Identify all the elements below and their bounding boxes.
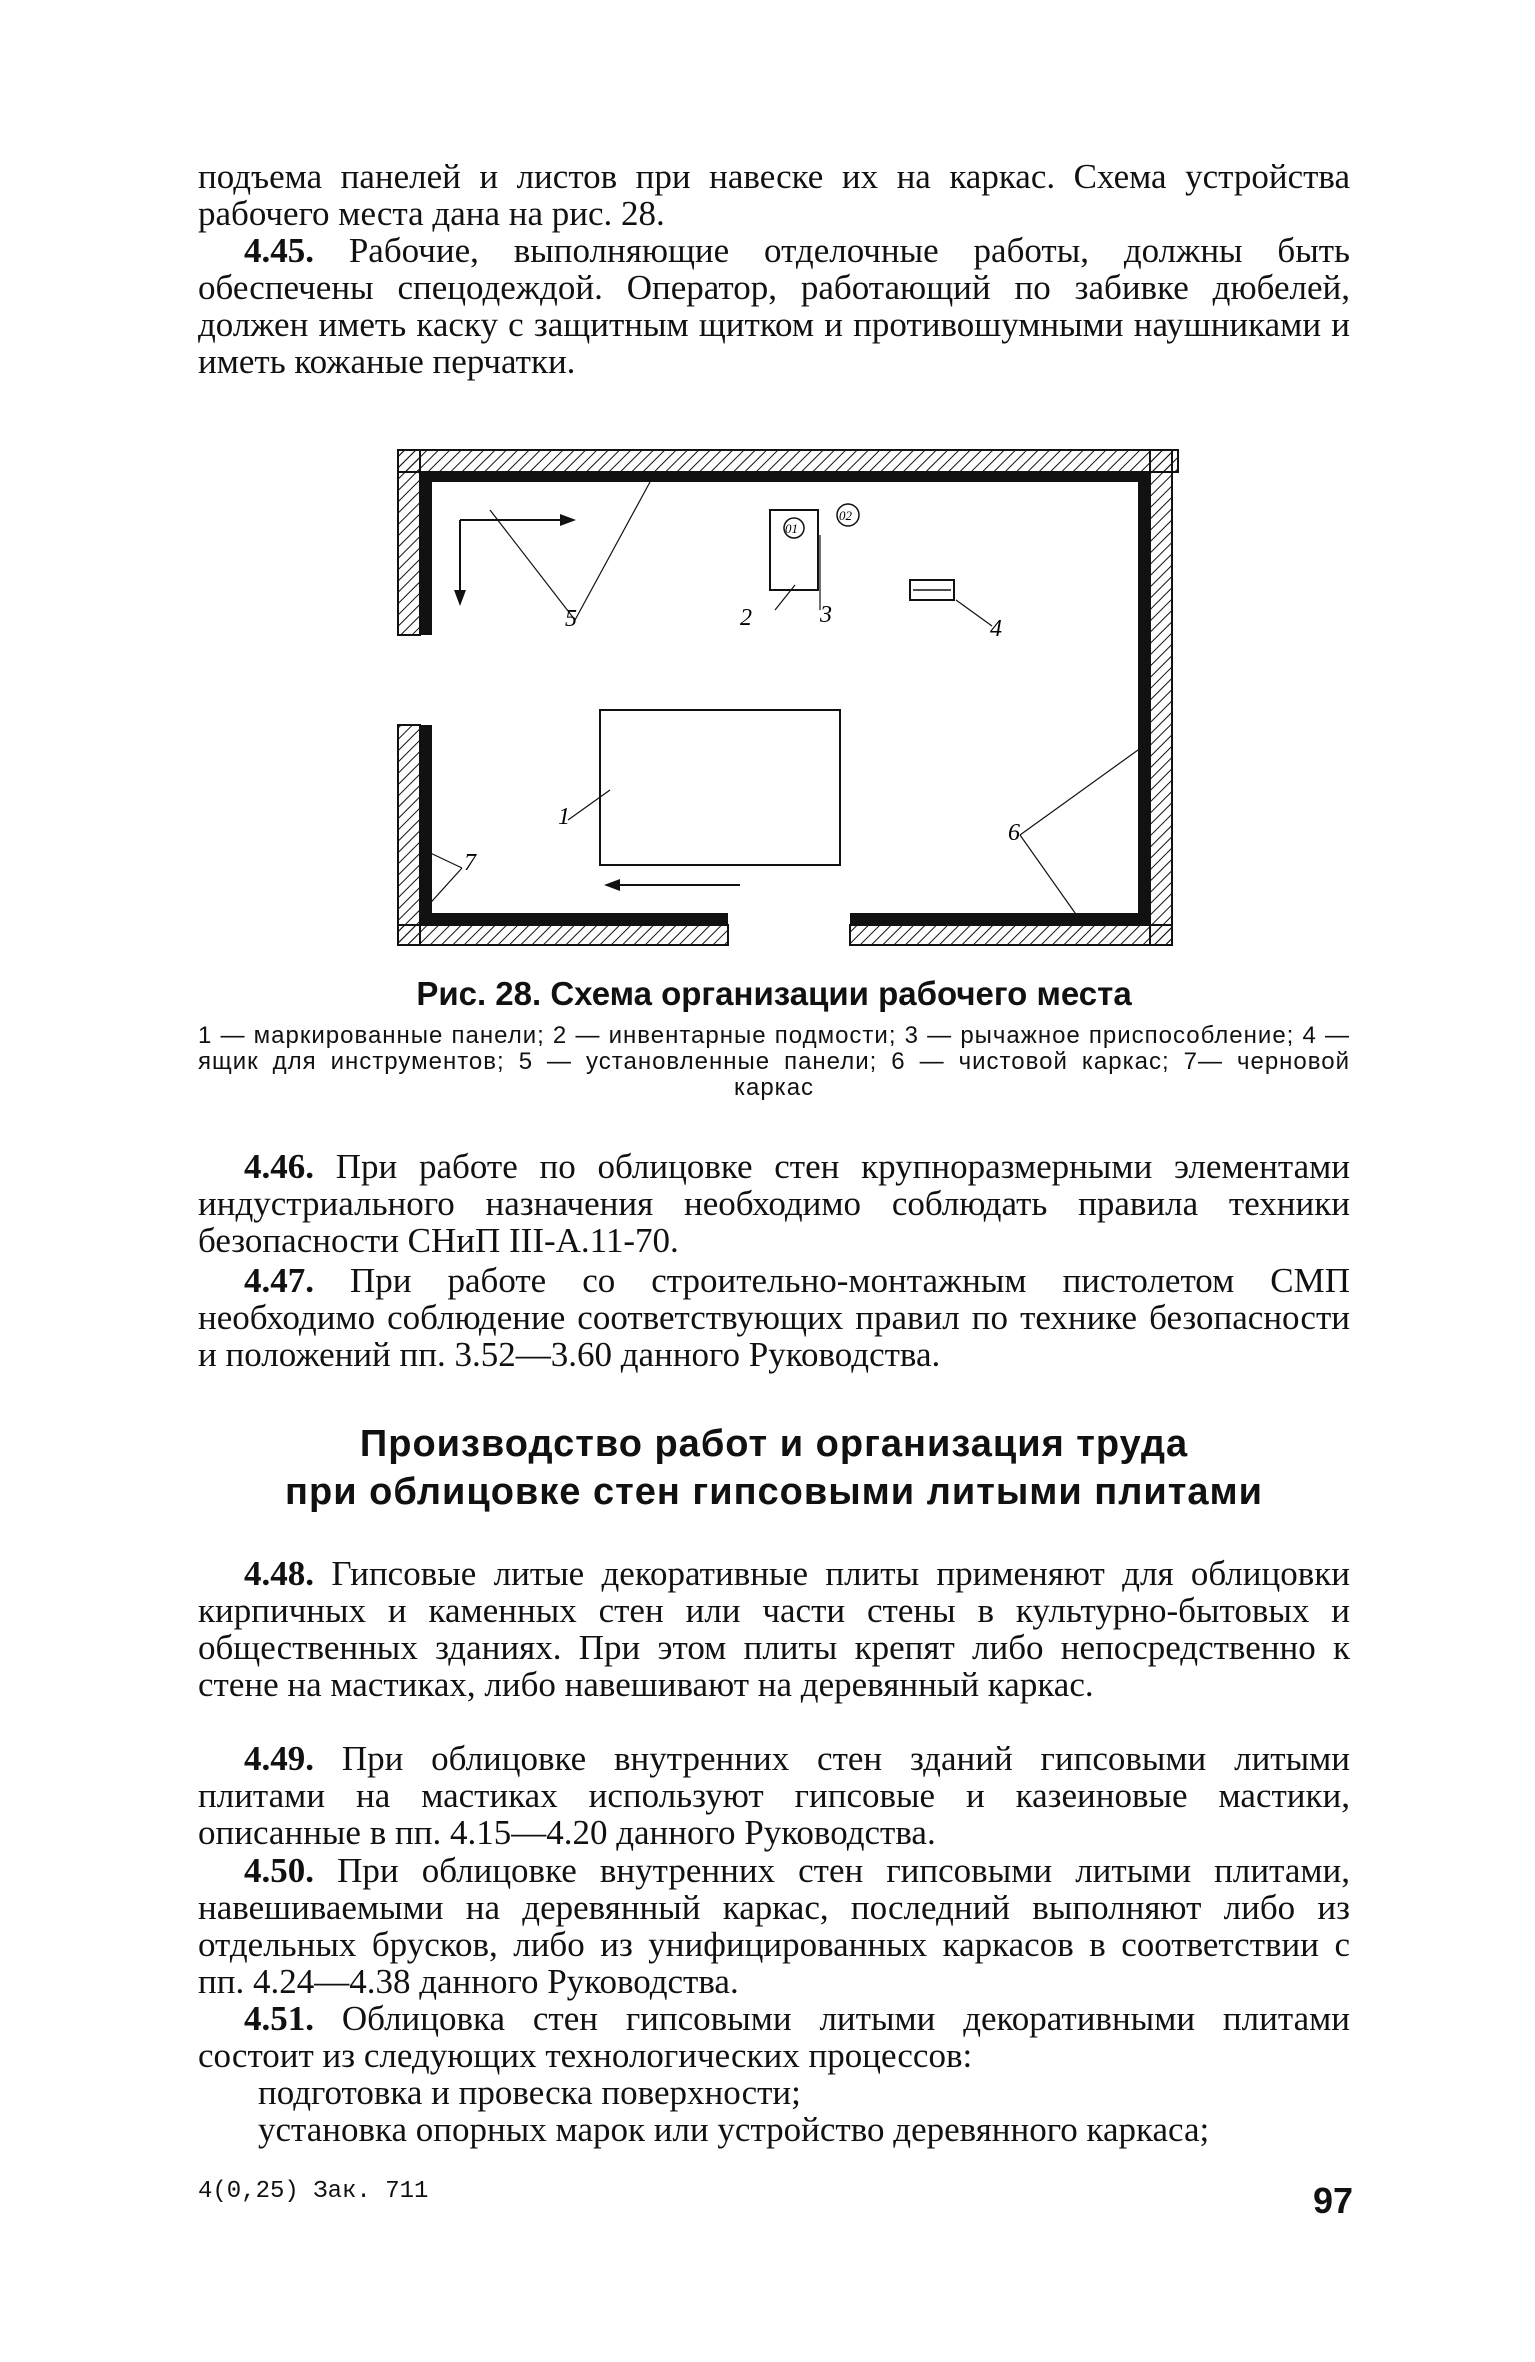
clause-number: 4.49. <box>244 1739 314 1778</box>
paragraph-4-47 <box>198 1262 1350 1373</box>
right-wall <box>1150 450 1172 945</box>
paragraph-intro: подъема панелей и листов при навеске их на каркас. Схема устройства рабочего места дана на рис. 28. <box>198 157 1350 233</box>
clause-text: Рабочие, выполняющие отделочные работы, должны быть обеспечены спецодеждой. Оператор, работающий по забивке дюбелей, должен иметь каску с защитным щитком и противошумными наушниками и иметь кожаные перчатки. <box>198 231 1350 381</box>
top-wall <box>398 450 1178 472</box>
clause-text: При работе со строительно-монтажным пистолетом СМП необходимо соблюдение соответствующих правил по технике безопасности и положений пп. 3.52—3.60 данного Руководства. <box>198 1261 1350 1374</box>
clause-text: При работе по облицовке стен крупноразмерными элементами индустриального назначения необходимо соблюдать правила техники безопасности СНиП III-А.11-70. <box>198 1147 1350 1260</box>
section-heading-line-2: при облицовке стен гипсовыми литыми плитами <box>285 1471 1263 1513</box>
clause-number: 4.45. <box>244 231 314 270</box>
label-3: 3 <box>820 602 832 628</box>
list-item-1: подготовка и провеска поверхности; <box>258 2073 801 2112</box>
label-1: 1 <box>558 804 570 830</box>
clean-frame-bottom-right <box>850 913 1138 925</box>
label-2: 2 <box>740 605 752 631</box>
clause-text: Гипсовые литые декоративные плиты применяют для облицовки кирпичных и каменных стен или части стены в культурно-бытовых и общественных зданиях. При этом плиты крепят либо непосредственно к стене на мастиках, либо навешивают на деревянный каркас. <box>198 1554 1350 1704</box>
bottom-wall-right <box>850 925 1172 945</box>
paragraph-4-48 <box>198 1555 1350 1703</box>
clean-frame-right <box>1138 472 1150 925</box>
label-7: 7 <box>464 850 476 876</box>
paragraph-4-50 <box>198 1852 1350 2000</box>
marked-panels <box>600 710 840 865</box>
section-heading-line-1: Производство работ и организация труда <box>359 1423 1189 1465</box>
rough-frame-bottom-left <box>432 913 728 925</box>
page-number: 97 <box>1312 2180 1353 2221</box>
label-5: 5 <box>565 606 577 632</box>
clause-number: 4.51. <box>244 1999 314 2038</box>
frame-left-upper <box>420 472 432 635</box>
clause-number: 4.47. <box>244 1261 314 1300</box>
left-wall-upper <box>398 450 420 635</box>
frame-top <box>720 472 1150 482</box>
mark-02: 02 <box>839 508 852 523</box>
print-order-note: 4(0,25) Зак. 711 <box>198 2178 429 2205</box>
clause-number: 4.46. <box>244 1147 314 1186</box>
clause-text: Облицовка стен гипсовыми литыми декоративными плитами состоит из следующих технологических процессов: <box>198 1999 1350 2075</box>
left-wall-lower <box>398 725 420 945</box>
clause-text: При облицовке внутренних стен зданий гипсовыми литыми плитами на мастиках используют гипсовые и казеиновые мастики, описанные в пп. 4.15—4.20 данного Руководства. <box>198 1739 1350 1852</box>
clause-text: При облицовке внутренних стен гипсовыми литыми плитами, навешиваемыми на деревянный каркас, последний выполняют либо из отдельных брусков, либо из унифицированных каркасов в соответствии с пп. 4.24—4.38 данного Руководства. <box>198 1851 1350 2001</box>
frame-left-lower <box>420 725 432 925</box>
figure-legend: 1 — маркированные панели; 2 — инвентарные подмости; 3 — рычажное приспособление; 4 — ящик для инструментов; 5 — установленные панели; 6 — чистовой каркас; 7— черновой каркас <box>198 1022 1350 1101</box>
figure-title: Рис. 28. Схема организации рабочего места <box>416 975 1132 1012</box>
clause-number: 4.48. <box>244 1554 314 1593</box>
paragraph-4-45 <box>198 232 1350 380</box>
paragraph-4-51 <box>198 2000 1350 2074</box>
label-4: 4 <box>990 616 1002 642</box>
workplace-scheme-figure <box>380 440 1190 955</box>
section-heading <box>198 1420 1350 1516</box>
clause-number: 4.50. <box>244 1851 314 1890</box>
label-6: 6 <box>1008 820 1020 846</box>
installed-panels <box>420 472 720 482</box>
mark-01: 01 <box>785 521 798 536</box>
list-item-2: установка опорных марок или устройство деревянного каркаса; <box>258 2110 1210 2149</box>
paragraph-4-46 <box>198 1148 1350 1259</box>
paragraph-4-49 <box>198 1740 1350 1851</box>
bottom-wall-left <box>398 925 728 945</box>
